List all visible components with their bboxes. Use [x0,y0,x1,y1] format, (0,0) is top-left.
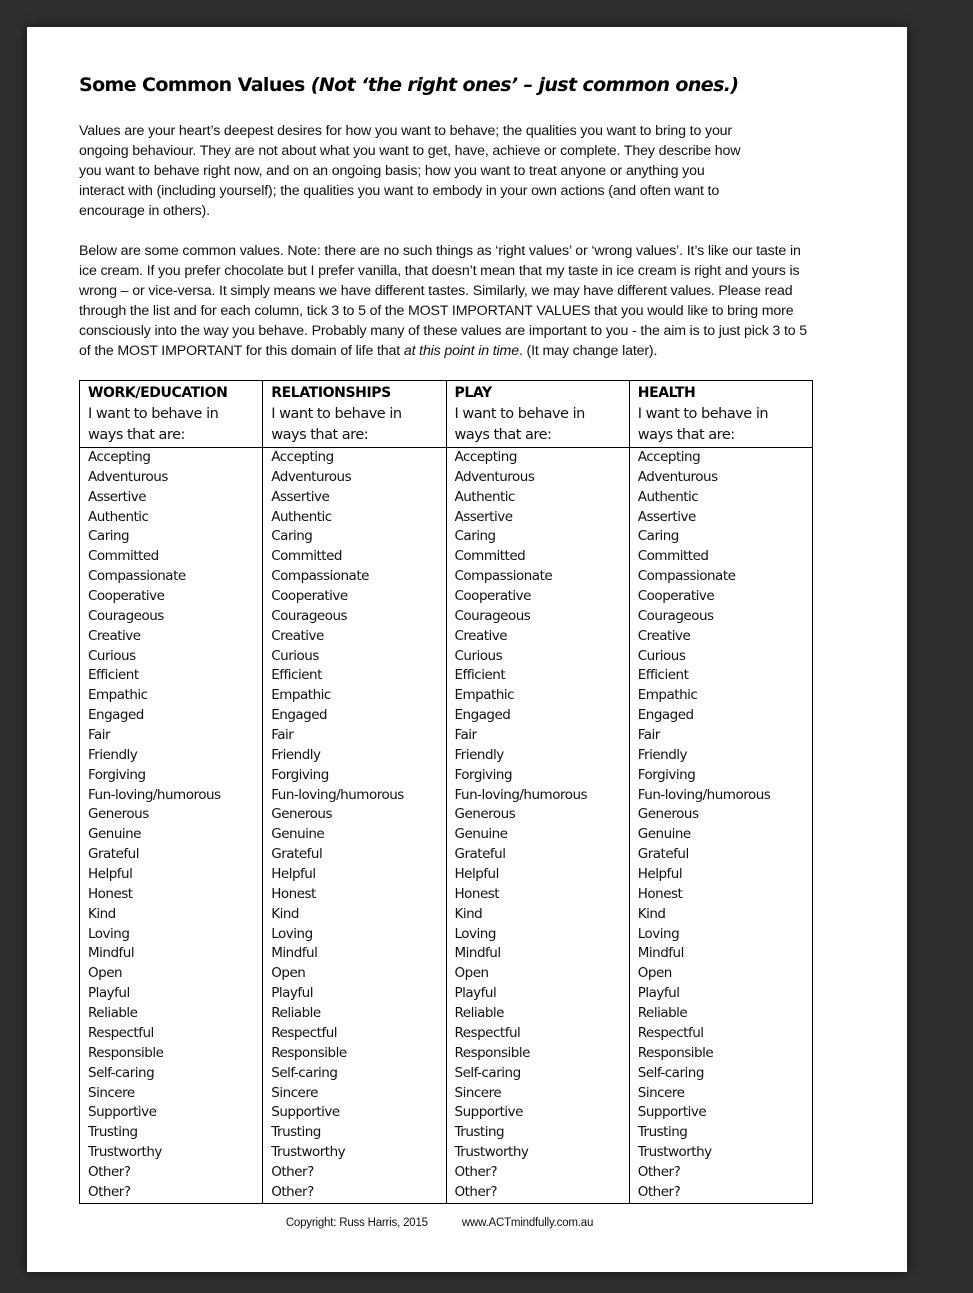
column-subtitle: I want to behave in [88,406,219,422]
value-item: Open [637,965,672,982]
values-table-body-row [80,448,813,1204]
instructions-line: consciously into the way you behave. Probably many of these values are important to you - the aim is to just pick 3 to 5 [79,322,808,339]
value-item: Cooperative [454,588,531,605]
value-item: Accepting [454,449,517,465]
value-item: Curious [271,647,319,664]
value-item: Responsible [271,1044,347,1061]
value-item: Playful [637,985,680,1002]
column-header-play [446,381,629,448]
value-item: Helpful [271,866,316,883]
value-item: Adventurous [271,468,352,485]
value-item: Supportive [88,1104,157,1121]
instructions-line: ice cream. If you prefer chocolate but I prefer vanilla, that doesn’t mean that my taste in ice cream is right and yours is [79,262,800,279]
value-item: Fun-loving/humorous [88,786,221,803]
value-item: Generous [88,806,149,823]
value-item: Sincere [637,1084,685,1101]
instructions-line: wrong – or vice-versa. It simply means we have different tastes. Similarly, we may have different values. Please read [79,282,793,299]
value-item: Courageous [88,607,164,624]
value-item: Sincere [454,1084,502,1101]
instructions-line: through the list and for each column, tick 3 to 5 of the MOST IMPORTANT VALUES that you would like to bring more [79,302,794,319]
value-item: Adventurous [454,468,535,485]
value-item: Supportive [637,1104,707,1121]
value-item: Fun-loving/humorous [454,786,588,803]
value-item: Friendly [88,746,138,763]
value-item: Efficient [454,667,506,684]
instructions-emphasis: at this point in time [403,342,519,359]
value-item: Sincere [88,1084,135,1101]
value-item: Friendly [271,746,321,763]
value-item: Grateful [271,846,323,863]
column-title: RELATIONSHIPS [271,385,391,401]
column-work-education [80,448,263,1204]
value-item: Kind [88,905,116,922]
value-item: Authentic [88,508,149,525]
value-item: Other? [454,1183,497,1200]
value-list-health [638,448,812,1203]
value-item: Loving [637,925,680,942]
value-item: Honest [454,885,500,902]
value-item: Honest [271,885,316,902]
value-item: Authentic [454,488,515,505]
title-main: Some Common Values [79,74,311,96]
column-health [629,448,812,1204]
intro-line: ongoing behaviour. They are not about what you want to get, have, achieve or complete. They describe how [79,142,741,159]
value-item: Empathic [88,687,148,704]
value-item: Helpful [637,866,683,883]
value-item: Forgiving [271,766,329,783]
value-item: Kind [637,905,666,922]
value-item: Accepting [637,449,701,465]
instructions-paragraph [79,242,879,361]
value-item: Cooperative [637,588,715,605]
value-item: Loving [88,925,130,942]
intro-line: encourage in others). [79,202,210,219]
value-item: Cooperative [271,588,348,605]
page-title [79,74,739,96]
value-item: Other? [637,1163,681,1180]
value-item: Responsible [88,1044,164,1061]
column-header-relationships [263,381,446,448]
value-item: Other? [637,1183,681,1200]
value-item: Compassionate [88,568,186,585]
value-list-work-education [88,448,262,1203]
value-item: Committed [271,548,342,565]
intro-line: interact with (including yourself); the qualities you want to embody in your own actions (and often want to [79,182,720,199]
value-item: Creative [637,627,691,644]
value-item: Mindful [454,945,501,962]
column-title: PLAY [454,385,492,401]
value-item: Creative [88,627,141,644]
value-item: Genuine [454,826,508,843]
value-item: Kind [271,905,299,922]
value-item: Generous [637,806,699,823]
document-page [27,27,907,1272]
value-item: Other? [454,1163,497,1180]
value-item: Engaged [88,707,144,724]
value-item: Caring [88,528,130,545]
value-item: Self-caring [637,1064,704,1081]
value-item: Assertive [637,508,696,525]
column-header-health [629,381,812,448]
value-item: Efficient [271,667,322,684]
value-item: Courageous [454,607,531,624]
value-item: Self-caring [88,1064,155,1081]
value-item: Fair [88,727,111,744]
value-item: Forgiving [637,766,696,783]
value-item: Authentic [637,488,699,505]
value-item: Trustworthy [454,1144,529,1161]
value-item: Mindful [637,945,684,962]
value-item: Friendly [637,746,688,763]
value-item: Helpful [88,866,133,883]
value-item: Accepting [271,449,334,465]
value-item: Responsible [454,1044,530,1061]
value-item: Forgiving [454,766,513,783]
value-item: Friendly [454,746,504,763]
value-item: Accepting [88,449,151,465]
value-item: Mindful [271,945,318,962]
value-item: Self-caring [271,1064,338,1081]
website-link[interactable]: www.ACTmindfully.com.au [461,1217,594,1229]
intro-paragraph [79,122,799,222]
copyright-text: Copyright: Russ Harris, 2015 [285,1217,428,1229]
value-item: Trusting [271,1124,321,1141]
value-item: Curious [454,647,503,664]
value-item: Other? [88,1163,131,1180]
value-item: Supportive [271,1104,340,1121]
value-item: Respectful [88,1024,154,1041]
value-item: Loving [454,925,496,942]
value-item: Sincere [271,1084,318,1101]
value-item: Mindful [88,945,135,962]
values-table-header-row [80,381,813,448]
value-item: Responsible [637,1044,714,1061]
value-item: Fair [271,727,294,744]
value-item: Committed [454,548,526,565]
value-item: Courageous [271,607,348,624]
value-item: Honest [88,885,133,902]
value-item: Respectful [271,1024,338,1041]
value-item: Trustworthy [637,1144,712,1161]
value-item: Generous [271,806,332,823]
value-item: Reliable [88,1005,138,1022]
value-item: Generous [454,806,516,823]
value-item: Loving [271,925,313,942]
column-title: HEALTH [637,385,696,401]
value-item: Empathic [271,687,331,704]
column-relationships [263,448,446,1204]
value-item: Curious [637,647,686,664]
value-item: Supportive [454,1104,523,1121]
value-item: Other? [271,1163,314,1180]
page-footer [27,1217,907,1229]
title-subtitle: (Not ‘the right ones’ – just common ones.) [310,74,739,96]
value-item: Committed [637,548,709,565]
column-title: WORK/EDUCATION [88,385,228,401]
value-item: Other? [88,1183,131,1200]
value-item: Fun-loving/humorous [271,786,404,803]
value-item: Efficient [88,667,139,684]
instructions-text: of the MOST IMPORTANT for this domain of life that [79,342,404,359]
value-item: Creative [454,627,508,644]
value-item: Assertive [271,488,330,505]
value-item: Reliable [454,1005,504,1022]
value-list-play [455,448,629,1203]
column-subtitle: ways that are: [454,427,552,443]
column-subtitle: ways that are: [88,427,185,443]
value-item: Courageous [637,607,714,624]
value-item: Reliable [637,1005,688,1022]
instructions-text: . (It may change later). [518,342,658,359]
value-item: Engaged [637,707,694,724]
value-item: Fair [637,727,660,744]
value-item: Open [454,965,489,982]
value-item: Trustworthy [271,1144,346,1161]
value-item: Engaged [454,707,511,724]
value-item: Assertive [88,488,146,505]
instructions-line: Below are some common values. Note: there are no such things as ‘right values’ or ‘wrong values’. It’s like our taste in [79,243,801,259]
value-item: Grateful [88,846,139,863]
value-item: Empathic [454,687,515,704]
value-item: Self-caring [454,1064,521,1081]
value-item: Trusting [637,1124,688,1141]
value-item: Creative [271,627,324,644]
value-item: Compassionate [271,568,369,585]
value-item: Authentic [271,508,332,525]
value-item: Assertive [454,508,513,525]
intro-line: you want to behave right now, and on an ongoing basis; how you want to treat anyone or anything you [79,162,705,179]
value-item: Empathic [637,687,698,704]
value-item: Honest [637,885,683,902]
column-subtitle: I want to behave in [271,406,402,422]
value-item: Trusting [88,1124,138,1141]
value-item: Playful [271,985,313,1002]
value-item: Compassionate [454,568,553,585]
column-subtitle: ways that are: [637,427,735,443]
value-item: Other? [271,1183,314,1200]
value-item: Fun-loving/humorous [637,786,771,803]
value-item: Caring [637,528,679,545]
value-item: Adventurous [88,468,168,485]
value-item: Committed [88,548,159,565]
instructions-line-last [79,342,879,362]
intro-line: Values are your heart’s deepest desires for how you want to behave; the qualities you want to bring to your [79,123,732,139]
value-list-relationships [271,448,445,1203]
value-item: Reliable [271,1005,321,1022]
value-item: Genuine [88,826,141,843]
value-item: Respectful [637,1024,704,1041]
value-item: Grateful [637,846,689,863]
value-item: Trusting [454,1124,505,1141]
value-item: Helpful [454,866,499,883]
column-subtitle: ways that are: [271,427,369,443]
value-item: Compassionate [637,568,736,585]
value-item: Caring [454,528,496,545]
value-item: Genuine [637,826,691,843]
value-item: Fair [454,727,477,744]
value-item: Playful [454,985,497,1002]
value-item: Curious [88,647,136,664]
value-item: Engaged [271,707,328,724]
column-header-work-education [80,381,263,448]
column-subtitle: I want to behave in [454,406,585,422]
value-item: Open [88,965,123,982]
column-play [446,448,629,1204]
value-item: Efficient [637,667,689,684]
value-item: Caring [271,528,313,545]
value-item: Kind [454,905,483,922]
value-item: Trustworthy [88,1144,162,1161]
value-item: Playful [88,985,130,1002]
value-item: Grateful [454,846,506,863]
value-item: Genuine [271,826,325,843]
value-item: Adventurous [637,468,718,485]
value-item: Cooperative [88,588,165,605]
value-item: Respectful [454,1024,521,1041]
value-item: Forgiving [88,766,146,783]
values-table [79,380,813,1204]
column-subtitle: I want to behave in [637,406,769,422]
value-item: Open [271,965,306,982]
